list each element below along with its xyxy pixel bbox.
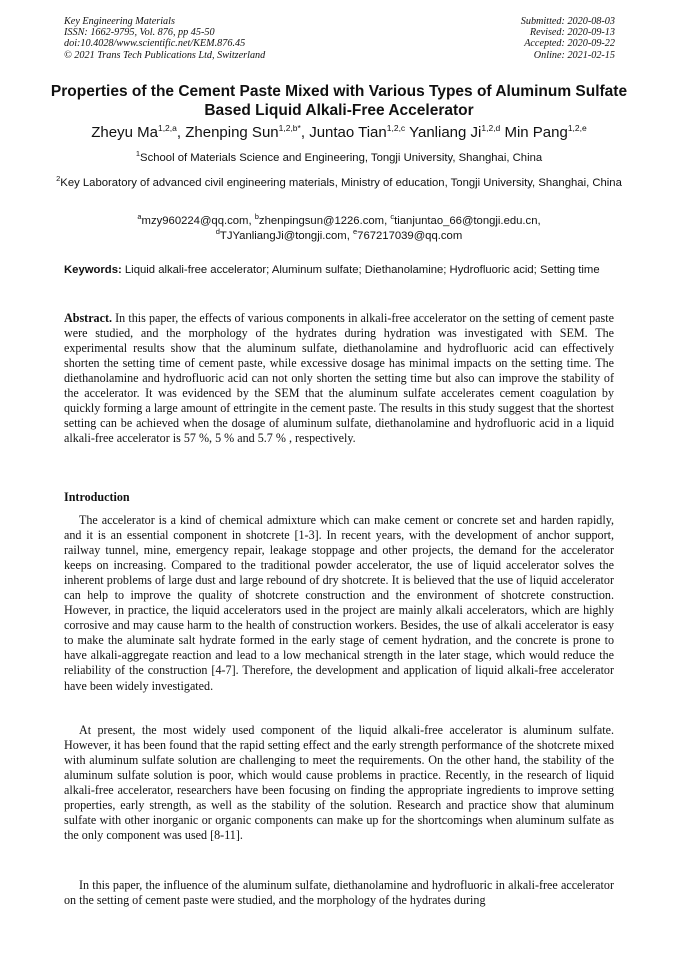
author-separator: ,	[300, 124, 310, 141]
affiliation-superscript: 2	[56, 174, 61, 184]
email-text: zhenpingsun@1226.com,	[258, 215, 391, 227]
author-emails	[50, 214, 628, 244]
email-superscript: a	[137, 212, 142, 222]
date-accepted: Accepted: 2020-09-22	[524, 38, 615, 50]
author-name: Juntao Tian	[309, 124, 387, 141]
email-superscript: e	[353, 227, 358, 237]
email-superscript: b	[254, 212, 259, 222]
intro-paragraph-3: In this paper, the influence of the aluminum sulfate, diethanolamine and hydrofluoric in alkali-free accelerator on the setting of cement paste were studied, and the morphology of the hydrates during	[64, 878, 614, 908]
affiliation-text: School of Materials Science and Engineering, Tongji University, Shanghai, China	[140, 152, 543, 164]
date-submitted: Submitted: 2020-08-03	[520, 16, 615, 27]
email-superscript: d	[215, 227, 220, 237]
author-list	[20, 124, 658, 142]
email-superscript: c	[390, 212, 395, 222]
keywords-text: Liquid alkali-free accelerator; Aluminum sulfate; Diethanolamine; Hydrofluoric acid; Setting time	[121, 264, 600, 276]
author-superscript: 1,2,c	[386, 123, 406, 133]
intro-paragraph-2: At present, the most widely used component of the liquid alkali-free accelerator is aluminum sulfate. However, it has been found that the rapid setting effect and the early strength performance of the shotcrete mixed with aluminum sulfate solution are challenging to meet the requirements. On the other hand, the stability of the aluminum sulfate solution is poor, which would cause problems in practice. Recently, in the research of liquid alkali-free accelerator, researchers have been focusing on finding the appropriate ingredients to improve setting properties, early strength, as well as the stability of the solution. Research and practice show that aluminum sulfate with other inorganic or organic components can make up for the shortcomings when aluminum sulfate as the only component was used [8-11].	[64, 723, 614, 843]
journal-doi: doi:10.4028/www.scientific.net/KEM.876.45	[64, 38, 246, 50]
author-superscript: 1,2,b*	[278, 123, 301, 133]
email-text: mzy960224@qq.com,	[141, 215, 255, 227]
affiliation-superscript: 1	[135, 149, 141, 159]
intro-paragraph-1: The accelerator is a kind of chemical admixture which can make cement or concrete set and harden rapidly, and it is an essential component in shotcrete [1-3]. In recent years, with the development of anchor support, railway tunnel, mine, emergency repair, leakage stoppage and other projects, the demand for the accelerator keeps on increasing. Compared to the traditional powder accelerator, the use of liquid accelerator solves the inherent problems of large dust and large rebound of dry shotcrete. It is believed that the use of liquid accelerator can help to improve the quality of shotcrete construction and the environment of shotcrete construction. However, in practice, the liquid accelerators used in the project are mainly alkali accelerators, which are highly corrosive and may cause harm to the health of construction workers. Besides, the use of alkali accelerator is easy to make the aluminate salt hydrate formed in the early stage of cement hydration, and the concrete is prone to have alkali-aggregate reaction and lead to a low mechanical strength in the later stage, which would reduce the reliability of the construction [4-7]. Therefore, the development and application of liquid alkali-free accelerator have been widely investigated.	[64, 513, 614, 693]
journal-info	[64, 16, 265, 61]
affiliation-text: Key Laboratory of advanced civil engineering materials, Ministry of education, Tongji University, Shanghai, China	[60, 177, 622, 189]
date-revised: Revised: 2020-09-13	[529, 27, 615, 39]
paper-title: Properties of the Cement Paste Mixed with Various Types of Aluminum Sulfate Based Liquid Alkali-Free Accelerator	[50, 83, 628, 119]
keywords-block	[64, 263, 614, 278]
journal-copyright: © 2021 Trans Tech Publications Ltd, Switzerland	[64, 49, 266, 61]
author-name: Zhenping Sun	[185, 124, 279, 141]
date-online: Online: 2021-02-15	[533, 49, 615, 61]
author-superscript: 1,2,d	[481, 123, 501, 133]
journal-name: Key Engineering Materials	[64, 16, 175, 27]
author-separator: ,	[176, 124, 186, 141]
author-name: Min Pang	[504, 124, 568, 141]
journal-issn: ISSN: 1662-9795, Vol. 876, pp 45-50	[64, 27, 215, 39]
publication-dates	[521, 16, 615, 61]
email-text: 767217039@qq.com	[357, 230, 463, 242]
section-heading-introduction: Introduction	[64, 490, 130, 504]
abstract-label: Abstract.	[64, 311, 113, 325]
affiliation-2	[50, 176, 628, 191]
keywords-label: Keywords:	[64, 264, 122, 276]
affiliation-1	[50, 151, 628, 166]
email-text: tianjuntao_66@tongji.edu.cn,	[394, 215, 541, 227]
author-name: Zheyu Ma	[91, 124, 158, 141]
abstract-block	[64, 311, 614, 446]
abstract-text: In this paper, the effects of various components in alkali-free accelerator on the setting of cement paste were studied, and the morphology of the hydrates during hydration was investigated with SEM. The experimental results show that the aluminum sulfate, diethanolamine and hydrofluoric acid can effectively shorten the setting time of cement paste, while excessive dosage has minimal impacts on the setting time. The diethanolamine and hydrofluoric acid can not only shorten the setting time but also can improve the stability of the accelerator. It was evidenced by the SEM that the aluminum sulfate accelerates cement coagulation by quickly forming a large amount of ettringite in the cement paste. The results in this study suggest that the shortest setting can be achieved when the dosage of aluminum sulfate, diethanolamine and hydrofluoric acid in a liquid alkali-free accelerator is 57 %, 5 % and 5.7 % , respectively.	[64, 311, 614, 446]
author-name: Yanliang Ji	[409, 124, 482, 141]
author-superscript: 1,2,e	[567, 123, 587, 133]
email-text: TJYanliangJi@tongji.com,	[219, 230, 353, 242]
author-superscript: 1,2,a	[157, 123, 177, 133]
